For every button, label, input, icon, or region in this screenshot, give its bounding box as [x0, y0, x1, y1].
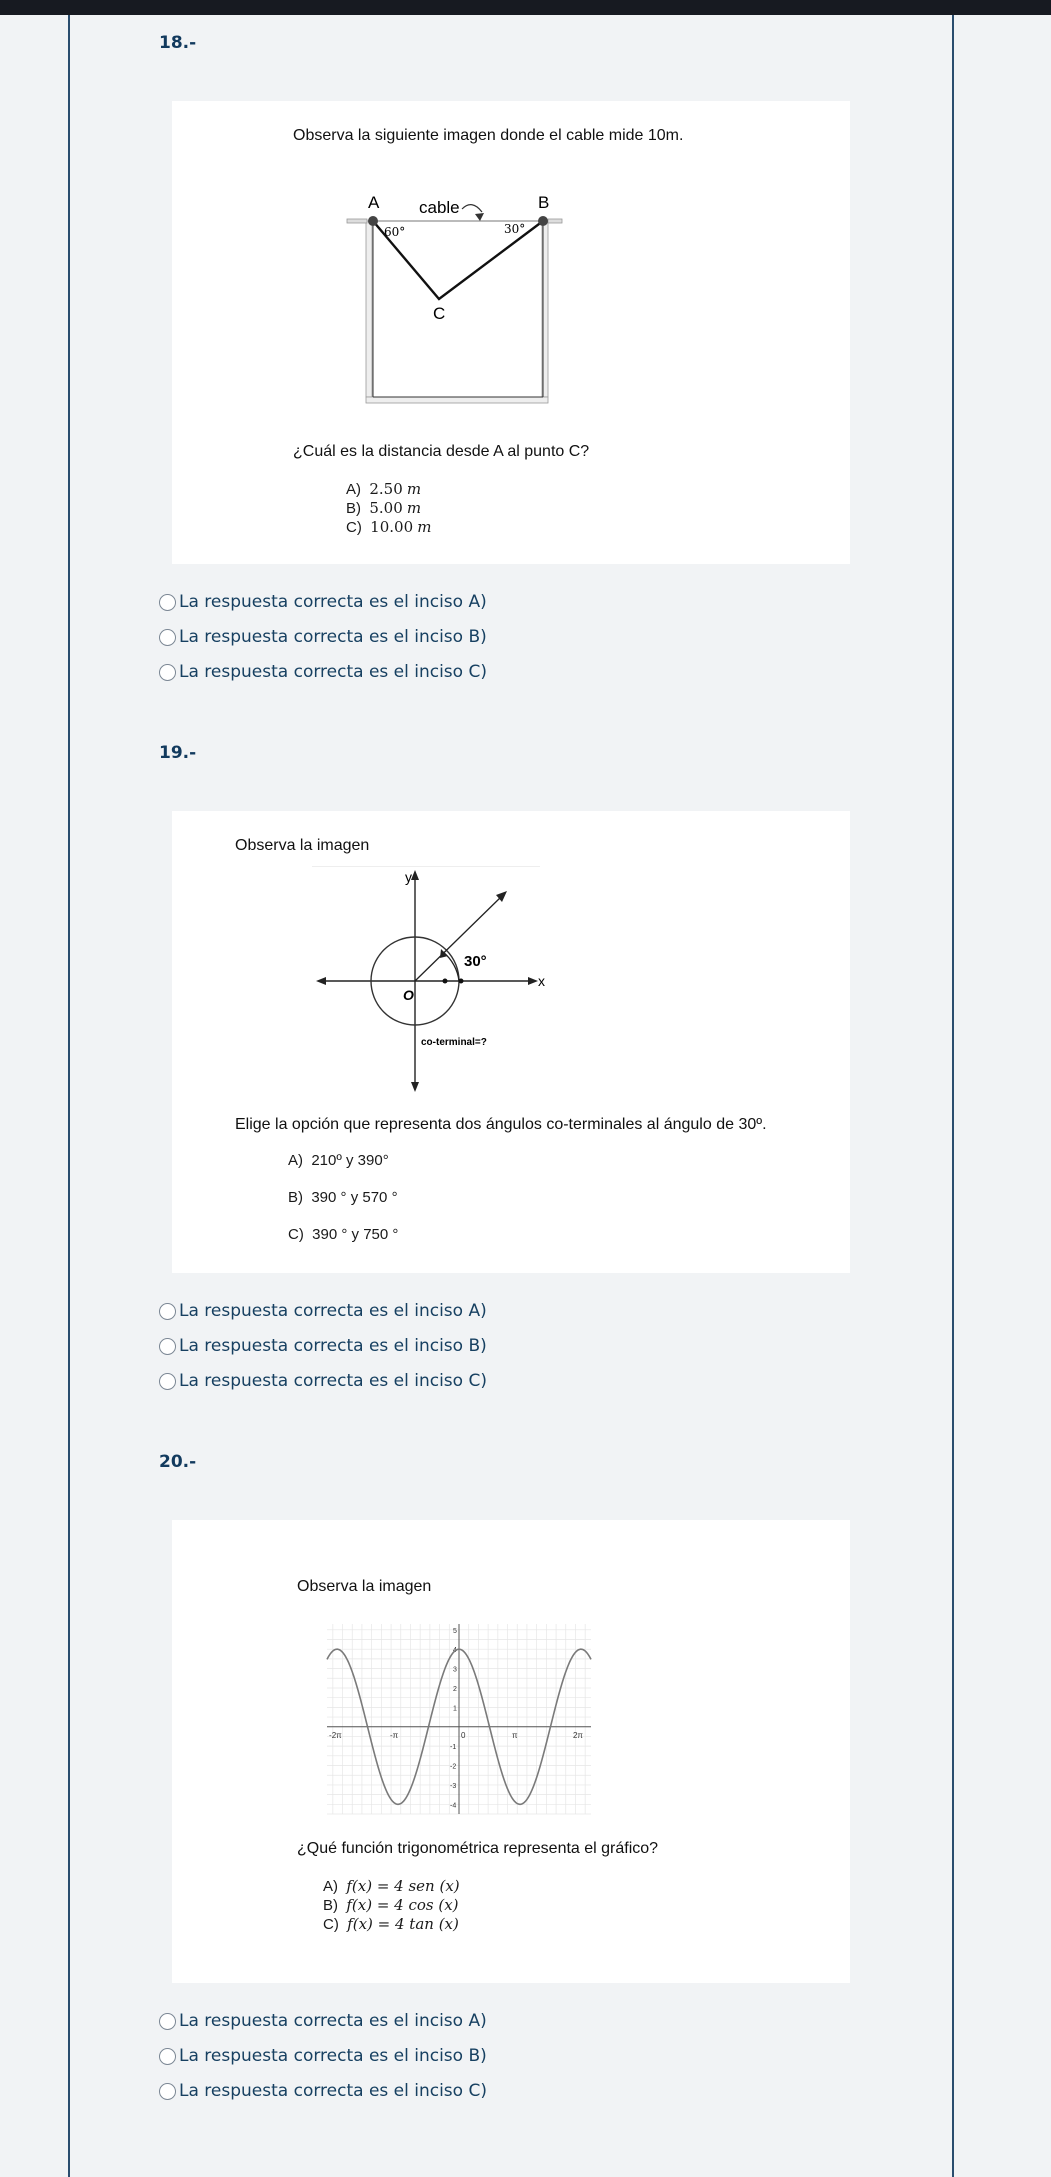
radio-button[interactable] — [159, 2083, 176, 2100]
y-tick-label: -4 — [450, 1802, 457, 1810]
choice-item: A) 2.50 m — [346, 480, 422, 498]
axis-x-label: x — [538, 973, 545, 989]
label-c: C — [433, 304, 446, 323]
x-tick-label: 0 — [461, 1730, 466, 1740]
choice-list — [288, 1142, 398, 1253]
radio-button[interactable] — [159, 664, 176, 681]
origin-label: O — [403, 987, 414, 1003]
choice-list — [346, 480, 432, 537]
label-b: B — [538, 193, 550, 212]
x-tick-label: 2π — [572, 1730, 583, 1740]
answer-option-b[interactable]: La respuesta correcta es el inciso B) — [159, 1335, 487, 1357]
choice-item: B) 390 ° y 570 ° — [288, 1189, 398, 1206]
coterminal-angle-diagram — [312, 866, 552, 1096]
question-intro: Observa la imagen — [297, 1578, 432, 1595]
axis-y-label: y — [405, 869, 412, 885]
radio-button[interactable] — [159, 2048, 176, 2065]
choice-list — [323, 1877, 460, 1934]
choice-item: A) 210º y 390° — [288, 1152, 389, 1169]
x-tick-label: -2π — [329, 1730, 342, 1740]
radio-button[interactable] — [159, 1303, 176, 1320]
y-tick-label: -2 — [450, 1763, 457, 1771]
y-tick-label: 3 — [453, 1666, 457, 1674]
cable-diagram — [344, 185, 644, 425]
answer-option-c[interactable]: La respuesta correcta es el inciso C) — [159, 1370, 487, 1392]
label-cable: cable — [419, 198, 460, 217]
radio-button[interactable] — [159, 594, 176, 611]
radio-button[interactable] — [159, 2013, 176, 2030]
answer-option-c[interactable]: La respuesta correcta es el inciso C) — [159, 2080, 487, 2102]
radio-button[interactable] — [159, 629, 176, 646]
y-tick-label: 4 — [453, 1647, 457, 1655]
angle-a-label: 60° — [384, 225, 406, 239]
choice-item: C) 390 ° y 750 ° — [288, 1226, 399, 1243]
radio-button[interactable] — [159, 1373, 176, 1390]
question-prompt: ¿Qué función trigonométrica representa el gráfico? — [297, 1840, 659, 1857]
question-number: 19.- — [159, 743, 197, 763]
question-intro: Observa la imagen — [235, 837, 370, 854]
question-card — [172, 1520, 850, 1983]
angle-b-label: 30° — [504, 222, 526, 236]
question-prompt: Elige la opción que representa dos ángulos co-terminales al ángulo de 30º. — [235, 1116, 767, 1133]
radio-button[interactable] — [159, 1338, 176, 1355]
question-intro: Observa la siguiente imagen donde el cable mide 10m. — [293, 127, 684, 144]
y-tick-label: 1 — [453, 1705, 457, 1713]
answer-option-b[interactable]: La respuesta correcta es el inciso B) — [159, 2045, 487, 2067]
choice-item: A) f(x) = 4 sen (x) — [323, 1877, 460, 1895]
answer-option-a[interactable]: La respuesta correcta es el inciso A) — [159, 591, 487, 613]
choice-item: C) 10.00 m — [346, 518, 432, 536]
choice-item: B) 5.00 m — [346, 499, 422, 517]
choice-item: C) f(x) = 4 tan (x) — [323, 1915, 459, 1933]
angle-label: 30° — [464, 953, 487, 970]
question-card — [172, 101, 850, 564]
y-tick-label: -1 — [450, 1744, 457, 1752]
top-bar — [0, 0, 1051, 15]
answer-option-a[interactable]: La respuesta correcta es el inciso A) — [159, 1300, 487, 1322]
x-tick-label: -π — [390, 1730, 399, 1740]
answer-option-b[interactable]: La respuesta correcta es el inciso B) — [159, 626, 487, 648]
label-a: A — [368, 193, 380, 212]
answer-option-c[interactable]: La respuesta correcta es el inciso C) — [159, 661, 487, 683]
y-tick-label: 5 — [453, 1627, 457, 1635]
x-tick-label: π — [511, 1730, 518, 1740]
cosine-graph — [323, 1620, 595, 1818]
y-tick-label: -3 — [450, 1782, 457, 1790]
question-number: 20.- — [159, 1452, 197, 1472]
question-prompt: ¿Cuál es la distancia desde A al punto C? — [293, 443, 590, 460]
answer-option-a[interactable]: La respuesta correcta es el inciso A) — [159, 2010, 487, 2032]
coterminal-label: co-terminal=? — [421, 1037, 487, 1048]
y-tick-label: 2 — [453, 1685, 457, 1693]
question-card — [172, 811, 850, 1273]
question-number: 18.- — [159, 33, 197, 53]
choice-item: B) f(x) = 4 cos (x) — [323, 1896, 459, 1914]
